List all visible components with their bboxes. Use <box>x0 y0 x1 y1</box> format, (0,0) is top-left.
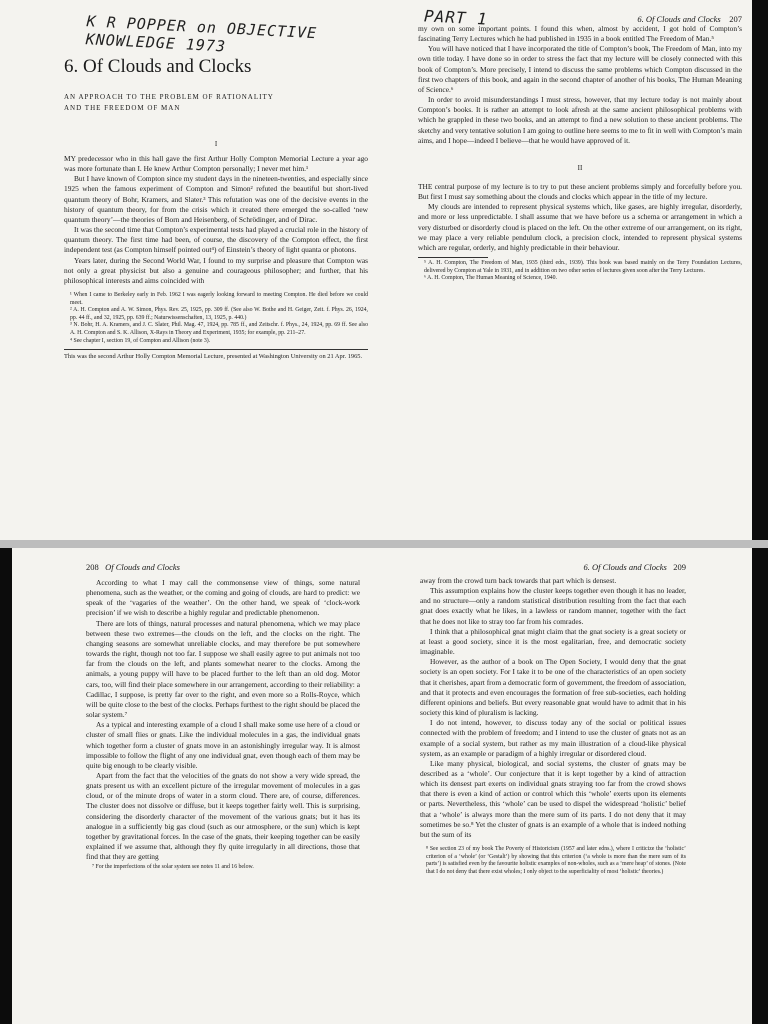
section-number: II <box>577 163 583 172</box>
paragraph: Years later, during the Second World War, I found to my surprise and pleasure that Compton was not only a great physicist but also a genuine and courageous philosopher; and further, that his philosophical interests and aims coincided with <box>64 255 368 285</box>
page-chapter-opening <box>0 0 384 540</box>
footnotes <box>418 260 742 283</box>
paragraph: This assumption explains how the cluster keeps together even though it has no leader, and no structure—only a random statistical distribution resulting from the fact that each gnat does exactly what he likes, in a lawless or random manner, together with the fact that he does not like to stray too far from his comrades. <box>420 586 686 626</box>
paragraph: In order to avoid misunderstandings I must stress, however, that my lecture today is not mainly about Compton’s books. It is rather an attempt to look afresh at the same ancient philosophical problems with which he grappled in these two books, and an attempt to find a new solution to these ancient problems. The sketchy and very tentative solution I am going to outline here seems to me to fit in well with Compton’s main aims, and I hope—indeed I believe—that he would have approved of it. <box>418 95 742 145</box>
running-head <box>420 548 686 572</box>
handwritten-part-label: PART 1 <box>423 6 489 29</box>
chapter-title: 6. Of Clouds and Clocks <box>64 56 252 77</box>
footnote: ² A. H. Compton and A. W. Simon, Phys. Rev. 25, 1925, pp. 309 ff. (See also W. Bothe and H. Geiger, Zeit. f. Phys. 26, 1924, pp. 44 ff., and 32, 1925, pp. 639 ff.; Naturwissenschaften, 13, 1925, p. 440.) <box>70 307 368 321</box>
paragraph: I think that a philosophical gnat might claim that the gnat society is a great society or at least a good society, since it is the most egalitarian, free, and democratic society imaginable. <box>420 626 686 657</box>
paragraph: You will have noticed that I have incorporated the title of Compton’s book, The Freedom of Man, into my own title today. I have done so in order to stress the fact that my lecture will be closely connected with this book of Compton’s. More precisely, I intend to discuss the same problems which Compton discussed in the first two chapters of this book, and again in the second chapter of another of his books, The Human Meaning of Science.⁶ <box>418 44 742 94</box>
page-209 <box>384 548 768 1024</box>
footnotes <box>86 864 360 872</box>
page-208 <box>0 548 384 1024</box>
paragraph: Apart from the fact that the velocities of the gnats do not show a very wide spread, the gnats present us with an excellent picture of the irregular movement of molecules in a gas cloud, or of the minute drops of water in a storm cloud. There are, of course, differences. The cluster does not dissolve or diffuse, but it keeps together fairly well. This is surprising, considering the disorderly character of the movement of the various gnats; but it has its analogue in a sufficiently big gas cloud (such as our atmosphere, or the sun) which is kept together by gravitational forces. In the case of the gnats, their keeping together can be easily explained if we assume that, although they fly quite irregularly in all directions, those that find that they are getting <box>86 770 360 862</box>
footnote: ¹ When I came to Berkeley early in Feb. 1962 I was eagerly looking forward to meeting Compton. He died before we could meet. <box>70 292 368 306</box>
page-207 <box>384 0 768 540</box>
paragraph: As a typical and interesting example of a cloud I shall make some use here of a cloud or cluster of small flies or gnats. Like the individual molecules in a gas, the individual gnats which together form a cluster of gnats move in an astonishingly irregular way. It is almost impossible to follow the flight of any one individual gnat, even though each of them may be quite big enough to be clearly visible. <box>86 720 360 770</box>
footnotes <box>420 846 686 876</box>
scan-edge-bar <box>752 548 768 1024</box>
subtitle-line: AN APPROACH TO THE PROBLEM OF RATIONALITY <box>64 93 274 101</box>
body-text <box>64 154 368 286</box>
lecture-note: This was the second Arthur Holly Compton Memorial Lecture, presented at Washington University on 21 Apr. 1965. <box>64 353 363 361</box>
running-head-title: Of Clouds and Clocks <box>105 562 180 572</box>
section-number: I <box>214 140 218 148</box>
paragraph: THE central purpose of my lecture is to try to put these ancient problems simply and forcefully before you. But first I must say something about the clouds and clocks which appear in the title of my lecture. <box>418 181 742 202</box>
footnote: ⁷ For the imperfections of the solar system see notes 11 and 16 below. <box>92 864 254 871</box>
paragraph: According to what I may call the commonsense view of things, some natural phenomena, such as the weather, or the coming and going of clouds, are hard to predict: we speak of the ‘vagaries of the weather’. On the other hand, we speak of ‘clock-work precision’ if we wish to describe a highly regular and predictable phenomenon. <box>86 578 360 618</box>
handwritten-annotation: K R POPPER on OBJECTIVE KNOWLEDGE 1973 <box>85 12 318 56</box>
scan-edge-bar <box>0 548 12 1024</box>
subtitle-line: AND THE FREEDOM OF MAN <box>64 104 181 112</box>
paragraph: I do not intend, however, to discuss today any of the social or political issues connected with the problem of freedom; and I intend to use the cluster of gnats not as an example of a social system, but rather as my main illustration of a cloud-like physical system, as an example or paradigm of a highly irregular or disordered cloud. <box>420 718 686 758</box>
running-head <box>86 548 360 572</box>
body-text <box>418 24 742 146</box>
footnotes <box>64 292 368 345</box>
footnote: ⁶ A. H. Compton, The Human Meaning of Science, 1940. <box>424 275 557 282</box>
divider <box>64 349 368 350</box>
body-text <box>420 576 686 840</box>
running-head-title: 6. Of Clouds and Clocks <box>583 562 667 572</box>
footnote: ³ N. Bohr, H. A. Kramers, and J. C. Slater, Phil. Mag. 47, 1924, pp. 785 ff., and Zeitschr. f. Phys., 24, 1924, pp. 69 ff. See also A. H. Compton and S. K. Allison, X-Rays in Theory and Experiment, 1935; for example, pp. 211–27. <box>70 322 368 336</box>
paragraph: MY predecessor who in this hall gave the first Arthur Holly Compton Memorial Lecture a year ago was more fortunate than I. He knew Arthur Compton personally; I never met him.¹ <box>64 154 368 174</box>
scan-edge-bar <box>752 0 768 540</box>
chapter-subtitle <box>64 92 368 114</box>
paragraph: away from the crowd turn back towards that part which is densest. <box>420 576 617 585</box>
footnote: ⁵ A. H. Compton, The Freedom of Man, 1935 (third edn., 1939). This book was based mainly on the Terry Foundation Lectures, delivered by Compton at Yale in 1931, and in addition on two other series of lectures given soon after the Terry Lectures. <box>424 259 742 274</box>
paragraph: My clouds are intended to represent physical systems which, like gases, are highly irregular, disorderly, and more or less unpredictable. I shall assume that we have before us a schema or arrangement in which a very disturbed or disorderly cloud is placed on the left. On the other extreme of our arrangement, on its right, we may place a very reliable pendulum clock, a precision clock, intended to represent physical systems which are regular, orderly, and highly predictable in their behaviour. <box>418 202 742 252</box>
page-number: 207 <box>729 14 742 24</box>
paragraph: But I have known of Compton since my student days in the nineteen-twenties, and especially since 1925 when the famous experiment of Compton and Simon² refuted the beautiful but short-lived quantum theory of Bohr, Kramers, and Slater.³ This refutation was one of the decisive events in the history of quantum theory, for from the crisis which it created there emerged the so-called ‘new quantum theory’—the theories of Born and Heisenberg, of Schrödinger, and of Dirac. <box>64 174 368 224</box>
paragraph: my own on some important points. I found this when, almost by accident, I got hold of Compton’s fascinating Terry Lectures which he had published in 1935 in a book entitled The Freedom of Man.⁵ <box>418 24 742 44</box>
paragraph: There are lots of things, natural processes and natural phenomena, which we may place between these two extremes—the clouds on the left, and the clocks on the right. The changing seasons are somewhat unreliable clocks, and may therefore be put somewhere towards the right, though not too far. I suppose we shall easily agree to put animals not too far from the clouds on the left, and plants somewhat nearer to the clocks. Among the animals, a young puppy will have to be placed further to the left than an old dog. Motor cars, too, will find their place somewhere in our arrangement, according to their reliability: a Cadillac, I suppose, is pretty far over to the right, and even more so a Rolls-Royce, which will be quite close to the best of the clocks. Perhaps furthest to the right should be placed the solar system.⁷ <box>86 618 361 720</box>
page-number: 208 <box>86 562 99 572</box>
paragraph: It was the second time that Compton’s experimental tests had played a crucial role in the history of quantum theory. The first time had been, of course, the discovery of the Compton effect, the first independent test (as Compton himself pointed out⁴) of Einstein’s theory of light quanta or photons. <box>64 225 368 255</box>
running-head-title: 6. Of Clouds and Clocks <box>637 14 721 24</box>
footnote-rule <box>418 257 488 258</box>
page-number: 209 <box>673 562 686 572</box>
paragraph: Like many physical, biological, and social systems, the cluster of gnats may be described as a ‘whole’. Our conjecture that it is kept together by a kind of attraction which its densest part exerts on individual gnats straying too far from the crowd shows that there is even a kind of action or control which this ‘whole’ exerts upon its elements or parts. Nevertheless, this ‘whole’ can be used to dispel the widespread ‘holistic’ belief that a ‘whole’ is always more than the mere sum of its parts. I do not deny that it may sometimes be so.⁸ Yet the cluster of gnats is an example of a whole that is indeed nothing but the sum of its <box>420 758 686 839</box>
paragraph: However, as the author of a book on The Open Society, I would deny that the gnat society is an open society. For I take it to be one of the characteristics of an open society that it cherishes, apart from a democratic form of government, the freedom of association, and that it protects and even encourages the formation of free sub-societies, each holding different opinions and beliefs. But every reasonable gnat would have to admit that in his society this kind of pluralism is lacking. <box>420 657 686 718</box>
body-text <box>418 182 742 253</box>
footnote: ⁸ See section 23 of my book The Poverty of Historicism (1957 and later edns.), where I criticize the ‘holistic’ criterion of a ‘whole’ (or ‘Gestalt’) by showing that this criterion (‘a whole is more than the mere sum of its parts’) is satisfied even by the favourite holistic examples of non-wholes, such as a ‘mere heap’ of stones. (Note that I do not deny that there exist wholes; I only object to the superficiality of most ‘holistic’ theories.) <box>426 846 686 875</box>
body-text <box>86 578 360 862</box>
footnote: ⁴ See chapter I, section 19, of Compton and Allison (note 3). <box>70 337 211 344</box>
